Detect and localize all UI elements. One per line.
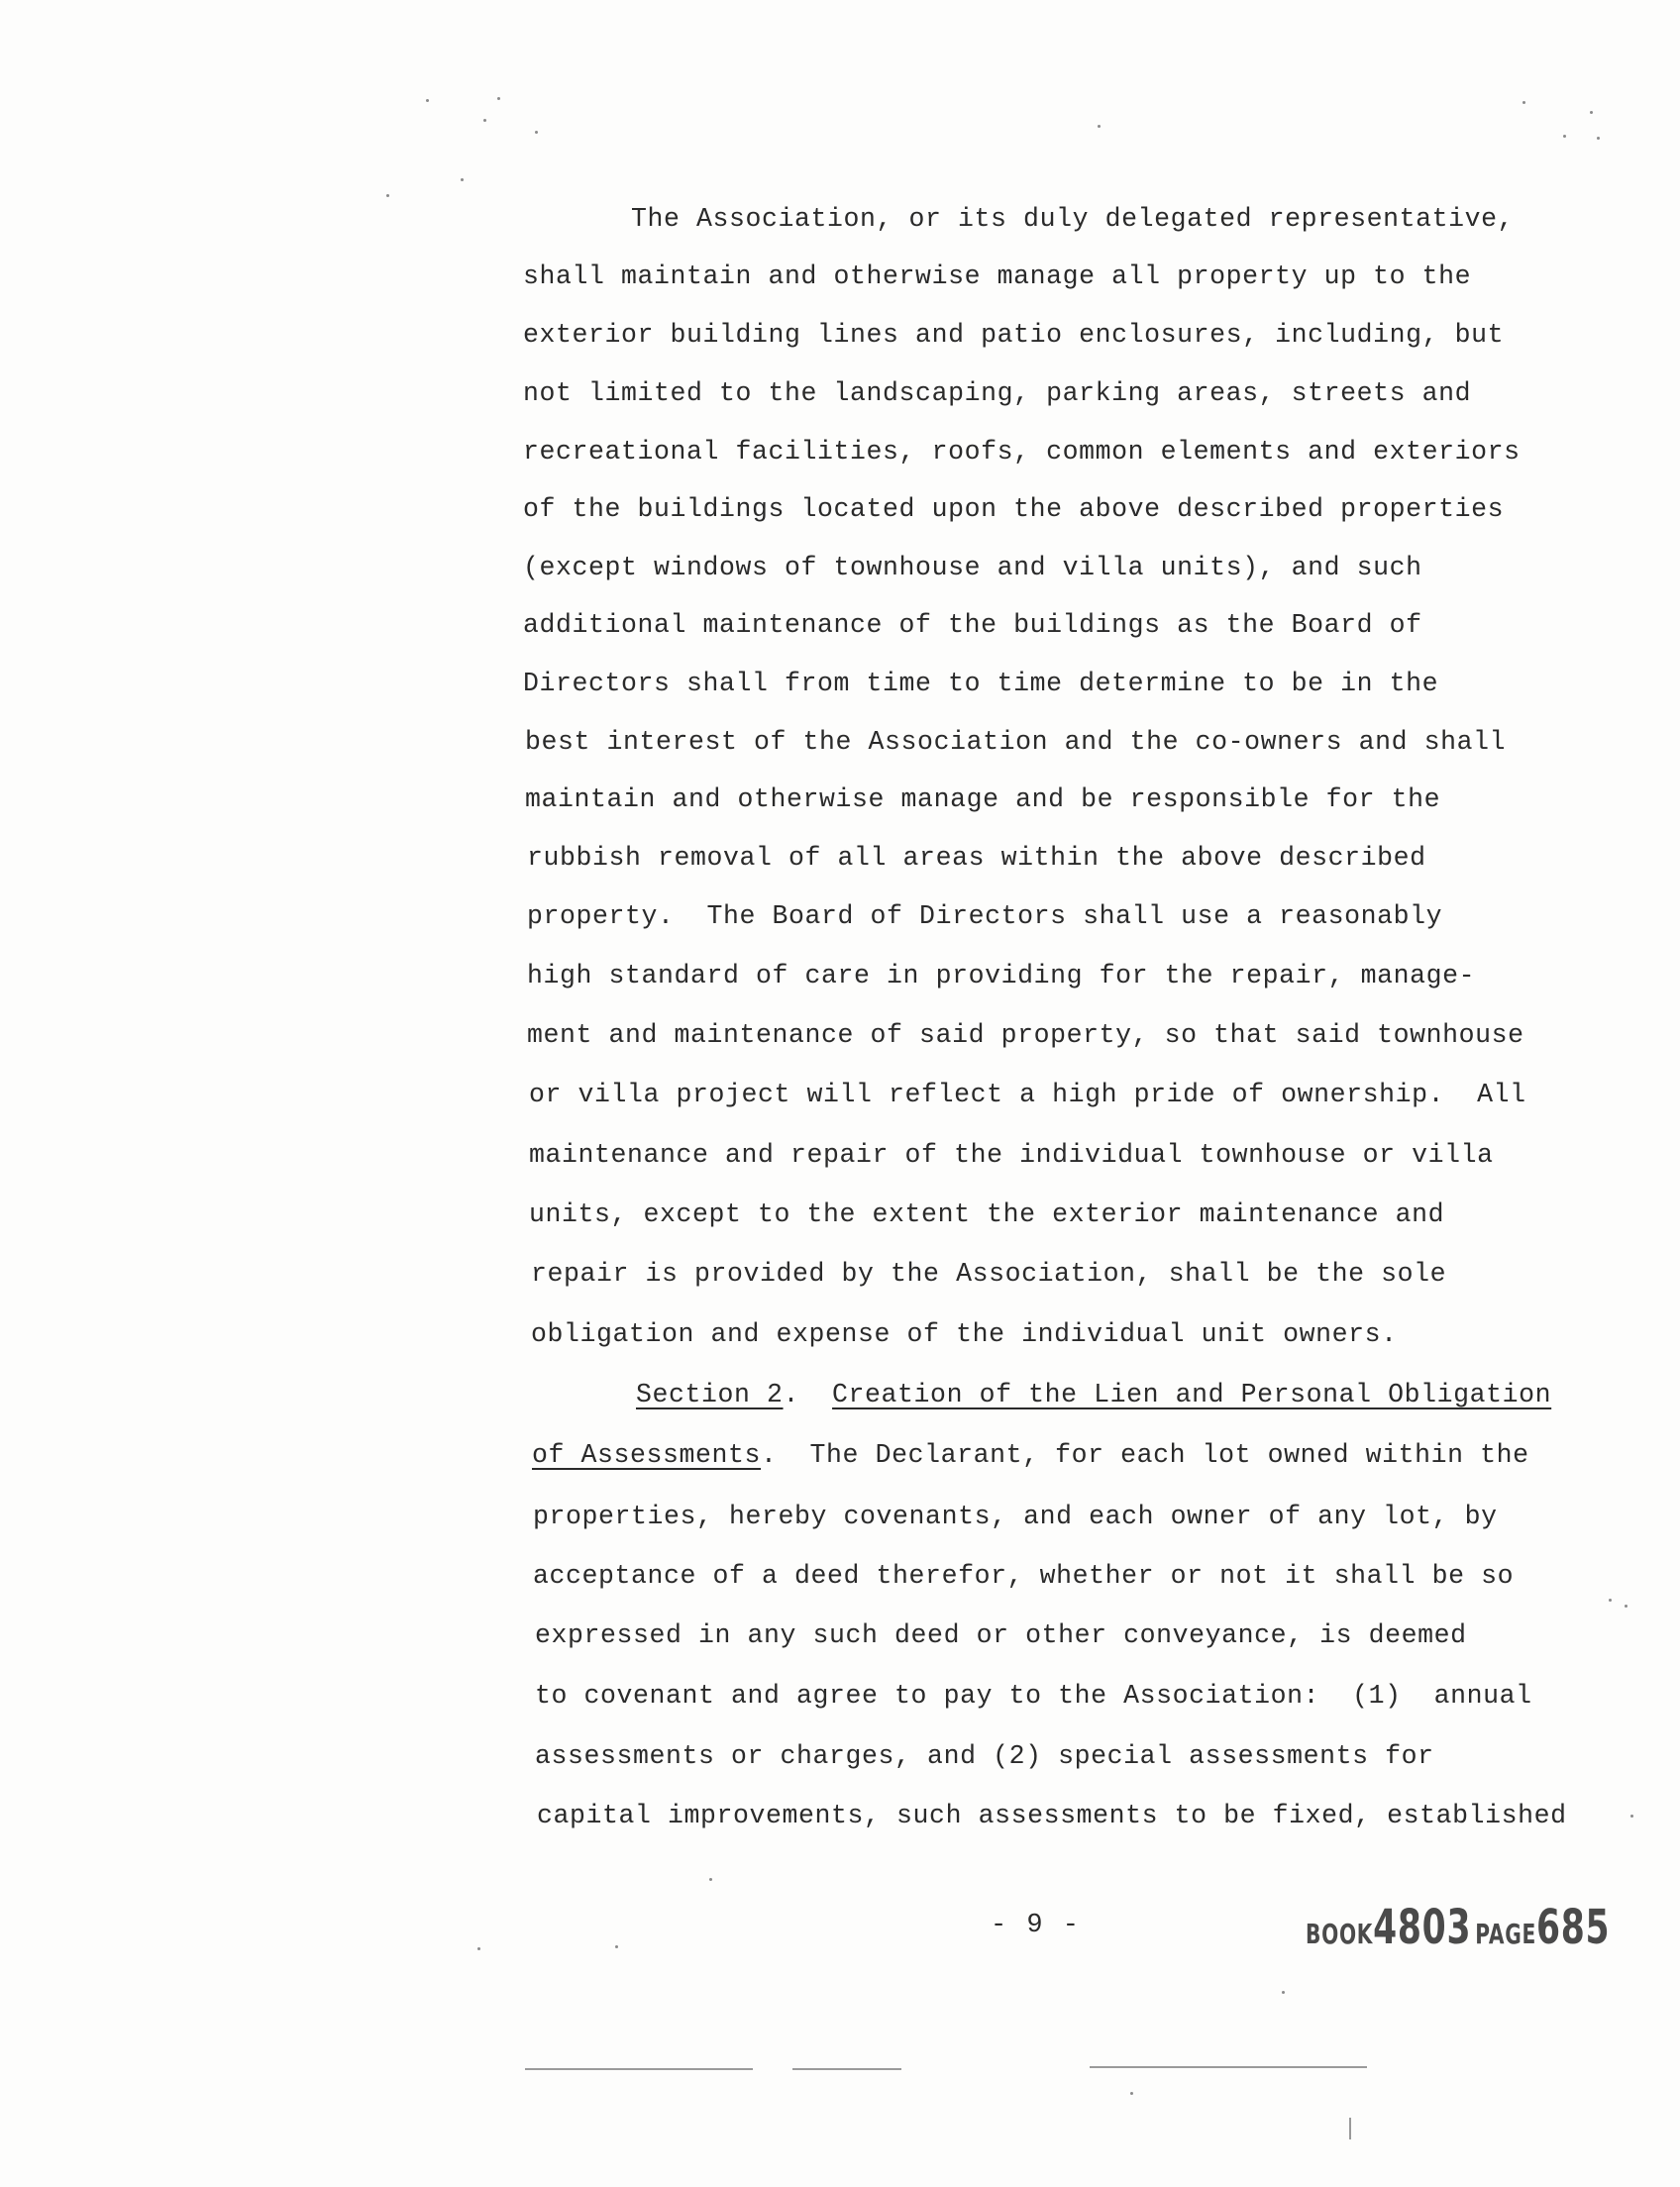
text-line: not limited to the landscaping, parking areas, streets and	[523, 378, 1472, 408]
scan-speck	[615, 1945, 618, 1948]
scan-speck	[1597, 137, 1600, 140]
scan-line	[1090, 2066, 1367, 2068]
text-line: capital improvements, such assessments to be fixed, established	[537, 1801, 1567, 1830]
scan-speck	[426, 99, 429, 102]
text-line: assessments or charges, and (2) special assessments for	[535, 1741, 1434, 1771]
section-title-after: . The Declarant, for each lot owned within the	[761, 1440, 1529, 1470]
text-line: high standard of care in providing for the repair, manage-	[527, 961, 1476, 990]
text-line: obligation and expense of the individual unit owners.	[531, 1319, 1398, 1349]
book-label: BOOK	[1306, 1918, 1374, 1950]
text-line: recreational facilities, roofs, common elements and exteriors	[523, 437, 1521, 467]
section-title-continuation	[532, 1442, 1529, 1469]
scan-speck	[1630, 1815, 1633, 1818]
scan-speck	[1522, 101, 1525, 104]
scan-speck	[386, 194, 389, 197]
scan-speck	[535, 131, 538, 134]
text-line: maintain and otherwise manage and be responsible for the	[525, 784, 1441, 814]
text-line: properties, hereby covenants, and each owner of any lot, by	[533, 1502, 1498, 1531]
scan-speck	[461, 178, 464, 181]
book-number: 4803	[1373, 1900, 1472, 1955]
section-label: Section 2	[636, 1380, 784, 1409]
text-line: shall maintain and otherwise manage all property up to the	[523, 261, 1472, 291]
scan-speck	[1130, 2092, 1133, 2095]
text-line: or villa project will reflect a high pride of ownership. All	[529, 1080, 1526, 1109]
text-line: ment and maintenance of said property, so that said townhouse	[527, 1020, 1524, 1050]
text-line: additional maintenance of the buildings as the Board of	[523, 610, 1422, 640]
stamp-page-number: 685	[1535, 1900, 1611, 1955]
scan-speck	[1625, 1605, 1628, 1608]
section-title-line-1: Creation of the Lien and Personal Obligation	[832, 1380, 1552, 1409]
scan-speck	[1590, 111, 1593, 114]
text-line: expressed in any such deed or other conveyance, is deemed	[535, 1620, 1467, 1650]
page-number: - 9 -	[991, 1911, 1082, 1940]
text-line: property. The Board of Directors shall use a reasonably	[527, 901, 1443, 931]
scan-line	[1349, 2118, 1351, 2139]
scan-speck	[483, 119, 486, 122]
text-line: units, except to the extent the exterior maintenance and	[529, 1199, 1445, 1229]
section-label-punct: .	[783, 1380, 833, 1409]
text-line: Directors shall from time to time determine to be in the	[523, 669, 1439, 698]
text-line: The Association, or its duly delegated representative,	[631, 204, 1515, 234]
text-line: to covenant and agree to pay to the Association: (1) annual	[535, 1681, 1532, 1711]
text-line: repair is provided by the Association, shall be the sole	[531, 1259, 1447, 1289]
text-line: maintenance and repair of the individual townhouse or villa	[529, 1140, 1494, 1170]
scan-speck	[1609, 1599, 1612, 1602]
scan-speck	[1563, 135, 1566, 138]
section-heading-line	[636, 1382, 1551, 1408]
page-label: PAGE	[1475, 1918, 1536, 1950]
text-line: rubbish removal of all areas within the above described	[527, 843, 1426, 873]
text-line: best interest of the Association and the co-owners and shall	[525, 727, 1507, 757]
text-line: exterior building lines and patio enclosures, including, but	[523, 320, 1505, 350]
text-line: (except windows of townhouse and villa units), and such	[523, 553, 1422, 582]
section-title-line-2: of Assessments	[532, 1440, 762, 1470]
text-line: acceptance of a deed therefor, whether or not it shall be so	[533, 1561, 1515, 1591]
scan-speck	[709, 1878, 712, 1881]
text-line: of the buildings located upon the above described properties	[523, 494, 1505, 524]
book-page-stamp	[1306, 1900, 1610, 1955]
scan-line	[792, 2068, 901, 2070]
scan-speck	[1282, 1991, 1285, 1994]
scan-line	[525, 2068, 753, 2070]
scan-speck	[497, 97, 500, 100]
scan-speck	[477, 1947, 480, 1950]
scan-speck	[1098, 125, 1101, 128]
